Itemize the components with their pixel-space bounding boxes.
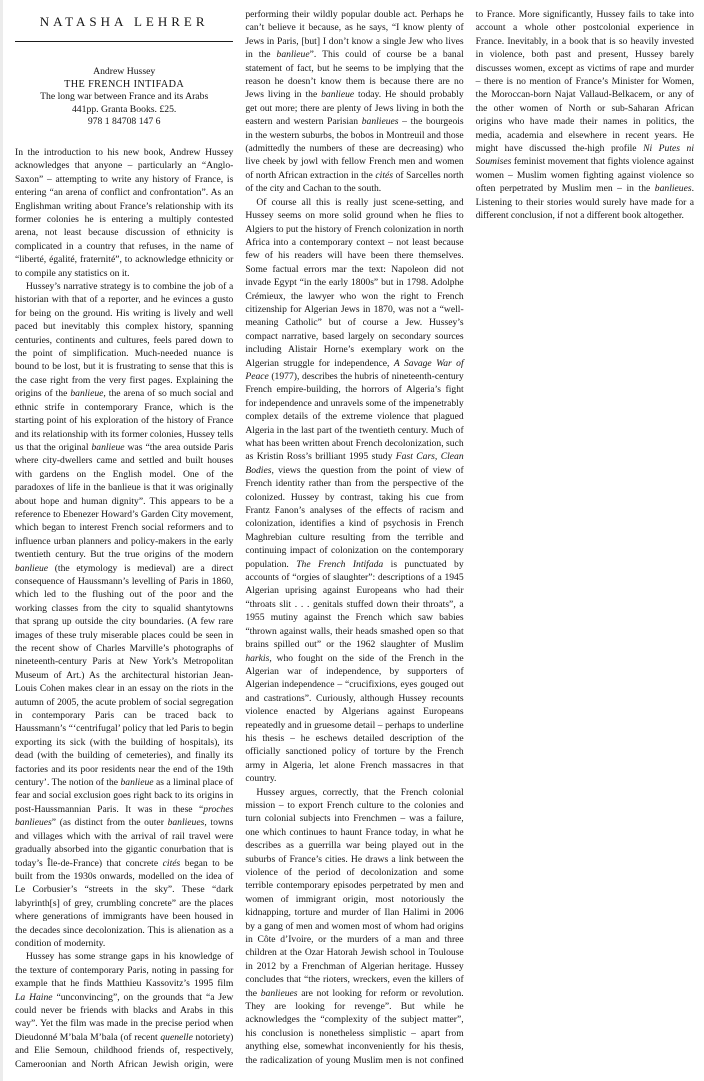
byline-rule bbox=[15, 41, 233, 42]
article-paragraph: Of course all this is really just scene-setting, and Hussey seems on more solid ground when he flies to Algiers to put the history of French colonization in north Africa into a contemporary context – not least because few of his readers will have been there themselves. Some factual errors mar the text: Napoleon did not invade Egypt “in the early 1800s” but in 1798. Adolphe Crémieux, the lawyer who won the right to French citizenship for Algerian Jews in 1870, was not a “well-meaning Catholic” but of course a Jew. Hussey’s compact narrative, based largely on secondary sources including Alistair Horne’s exemplary work on the Algerian struggle for independence, A Savage War of Peace (1977), describes the hubris of nineteenth-century French empire-building, the horrors of Algeria’s fight for independence and unravels some of the impenetrably complex details of the extreme violence that plagued Algeria in the last part of the twentieth century. Much of what has been written about French decolonization, such as Kristin Ross’s brilliant 1995 study Fast Cars, Clean Bodies, views the question from the point of view of French identity rather than from the perspective of the colonized. Hussey by contrast, taking his cue from Frantz Fanon’s analyses of the effects of racism and colonization, identifies a kind of psychosis in French Maghrebian culture resulting from the terrible and continuing impact of colonization on the contemporary population. The French Intifada is punctuated by accounts of “orgies of slaughter”: descriptions of a 1945 Algerian uprising against Europeans who had their “throats slit . . . genitals stuffed down their throats”, a 1955 mutiny against the French which saw babies “thrown against walls, their heads smashed open so that brains spilled out” or the 1962 slaughter of Muslim harkis, who fought on the side of the French in the Algerian war of independence, by supporters of Algerian independence – “crucifixions, eyes gouged out and castrations”. Curiously, although Hussey recounts violence enacted by Algerians against Europeans repeatedly and in gruesome detail – perhaps to underline his thesis – he eschews detailed description of the officially sanctioned policy of torture by the French army in Algeria, let alone French massacres in that country. bbox=[245, 196, 464, 785]
article-paragraph: Hussey has some strange gaps in his knowledge of the texture of contemporary Paris, noting in passing for example that he finds Matthieu Kassovitz’s 1995 film La Haine “unconvincing”, on the grounds that “a Jew could never be friends with blacks and Arabs in this way”. Yet the film was made in the precise period when Dieudonné M’bala M’bala (of recent quenelle notoriety) and Elie Semoun, childhood friends of, respectively, Cameroonian and North African Jewish origin, were performing their wildly popular double act. Perhaps he can’t believe it because, as he says, “I know plenty of Jews in Paris, [but] I don’t know a single Jew who lives in the banlieue”. This could of course be a banal statement of fact, but he seems to be implying that the reason he doesn’t know them is because there are no Jews living in the banlieue today. He should probably get out more; there are plenty of Jews living in both the eastern and western Parisian banlieues – the bourgeois in the western suburbs, the bobos in Montreuil and those (admittedly the numbers of these are decreasing) who live cheek by jowl with fellow French men and women of north African extraction in the cités of Sarcelles north of the city and Cachan to the south. bbox=[15, 9, 464, 1070]
article-columns bbox=[15, 8, 694, 1073]
book-info bbox=[15, 66, 233, 129]
article-paragraph: Hussey’s narrative strategy is to combine the job of a historian with that of a reporter, and he evinces a gusto for being on the ground. His writing is lively and well paced but inevitably this complex history, spanning centuries, continents and cultures, feels pared down to the point of simplification. Much-needed nuance is bound to be lost, but it is frustrating to sense that this is the case right from the very first pages. Explaining the origins of the banlieue, the arena of so much social and ethnic strife in contemporary France, which is the starting point of his exploration of the history of France and its relationship with its former colonies, Hussey tells us that the original banlieue was “the area outside Paris where city-dwellers came and settled and built houses with gardens on the English model. One of the paradoxes of life in the banlieue is that it was originally about hope and human dignity”. This appears to be a reference to Ebenezer Howard’s Garden City movement, which began to interest French social reformers and to influence urban planners and policy-makers in the early twentieth century. But the true origins of the modern banlieue (the etymology is medieval) are a direct consequence of Haussmann’s levelling of Paris in 1860, which led to the flushing out of the poor and the working classes from the city to squalid shantytowns that sprang up outside the city boundaries. (A few rare images of these truly miserable places could be seen in the recent show of Charles Marville’s photographs of nineteenth-century Paris at New York’s Metropolitan Museum of Art.) As the architectural historian Jean-Louis Cohen makes clear in an essay on the riots in the autumn of 2005, the acute problem of social segregation in contemporary Paris can be traced back to Haussmann’s “‘centrifugal’ policy that led Paris to begin exporting its sick (with the building of hospitals), its dead (with the building of cemeteries), and finally its factories and its poor residents near the end of the 19th century’. The notion of the banlieue as a liminal place of fear and social exclusion goes right back to its origins in post-Haussmannian Paris. It was in these “proches banlieues” (as distinct from the outer banlieues, towns and villages which with the arrival of rail travel were gradually absorbed into the gigantic conurbation that is today’s Île-de-France) that concrete cités began to be built from the 1930s onwards, modelled on the idea of Le Corbusier’s “streets in the sky”. These “dark labyrinth[s] of grey, crumbling concrete” are the places where generations of immigrants have been housed in the decades since decolonization. This is alienation as a condition of modernity. bbox=[15, 281, 234, 949]
book-isbn: 978 1 84708 147 6 bbox=[87, 116, 161, 128]
book-subtitle: The long war between France and its Arabs bbox=[40, 91, 209, 103]
review-header bbox=[15, 8, 233, 129]
book-title: THE FRENCH INTIFADA bbox=[64, 78, 185, 90]
byline: NATASHA LEHRER bbox=[39, 14, 209, 29]
article-paragraph: Hussey argues, correctly, that the French colonial mission – to export French culture to the colonies and turn colonial subjects into Frenchmen – was a failure, one which continues to haunt France today, in what he describes as a guerrilla war being played out in the suburbs of France’s cities. He draws a link between the violence of the period of decolonization and some terrible contemporary episodes perpetrated by men and women of immigrant origin, most notoriously the kidnapping, torture and murder of Ilan Halimi in 2006 by a gang of men and women most of whom had origins in Côte d’Ivoire, or the murders of a man and three children at the Ozar Hatorah Jewish school in Toulouse in 2012 by a Frenchman of Algerian heritage. Hussey concludes that “the rioters, wreckers, even the killers of the banlieues are not looking for reform or revolution. They are looking for revenge”. But while he acknowledges the “complexity of the subject matter”, his conclusion is nonetheless simplistic – apart from anything else, somewhat inconveniently for his thesis, the radicalization of young Muslim men is not confined to France. More significantly, Hussey fails to take into account a whole other postcolonial experience in France. Inevitably, in a book that is so heavily invested in violence, both past and present, Hussey barely discusses women, except as victims of rape and murder – there is no mention of France’s Minister for Women, the Moroccan-born Najat Vallaud-Belkacem, or any of the other women of North or sub-Saharan African origins who have made their names in politics, the media, academia and elsewhere in recent years. He might have discussed the-high profile Ni Putes ni Soumises feminist movement that fights violence against women – Muslim women fighting against violence so often perpetrated by Muslim men – in the banlieues. Listening to their stories would surely have made for a different conclusion, if not a different book altogether. bbox=[245, 9, 694, 1066]
book-imprint: 441pp. Granta Books. £25. bbox=[71, 103, 177, 115]
article-paragraph: In the introduction to his new book, Andrew Hussey acknowledges that anyone – particularly an “Anglo-Saxon” – attempting to write any history of France, is entering “an arena of conflict and confrontation”. As an Englishman writing about France’s relationship with its former colonies he is entering a multiply contested arena, not least because discussion of ethnicity is complicated in a country that refuses, in the name of “liberté, égalité, fraternité”, to acknowledge ethnicity or to compile any statistics on it. bbox=[15, 146, 234, 279]
book-author: Andrew Hussey bbox=[93, 66, 156, 77]
article-body bbox=[15, 8, 694, 1073]
